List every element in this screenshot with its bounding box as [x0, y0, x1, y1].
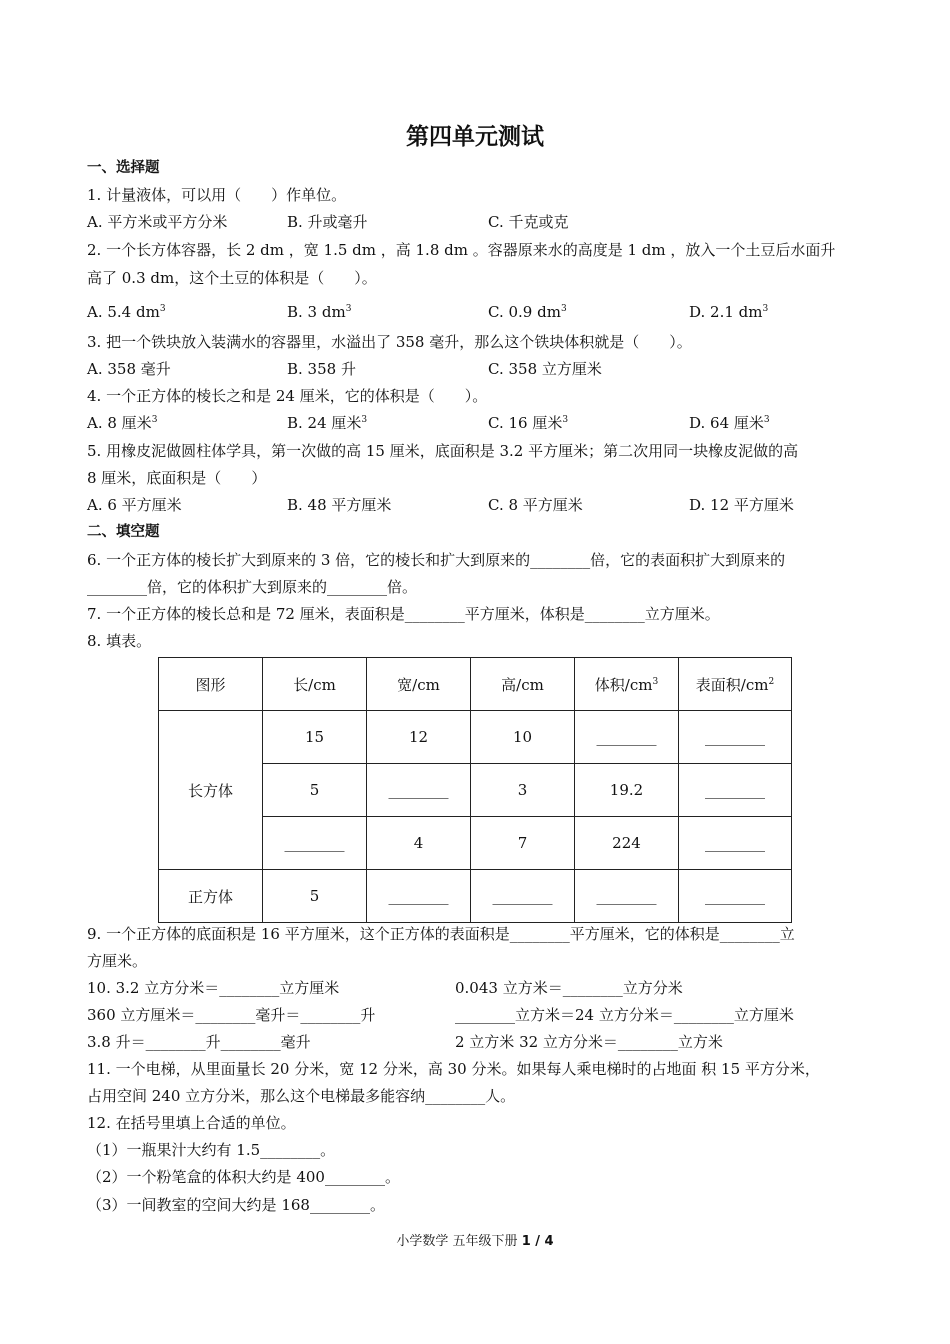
table-cell: ________: [367, 870, 471, 923]
q2-option-b: B. 3 $dm^3$: [287, 303, 352, 321]
q3-option-c: C. 358 立方厘米: [488, 360, 602, 378]
header-width: 宽/cm: [367, 658, 471, 711]
table-cell: 19.2: [575, 764, 679, 817]
q3-stem: 3. 把一个铁块放入装满水的容器里，水溢出了 358 毫升，那么这个铁块体积就是（ ）。: [87, 333, 692, 351]
q6-line1: 6. 一个正方体的棱长扩大到原来的 3 倍，它的棱长和扩大到原来的________倍，它的表面积扩大到原来的: [87, 551, 786, 569]
q5-stem-line2: 8 厘米，底面积是（ ）: [87, 469, 267, 487]
header-length: 长/cm: [263, 658, 367, 711]
q10-item-2b: ________立方米＝24 立方分米＝________立方厘米: [455, 1006, 794, 1024]
cube-label: 正方体: [159, 870, 263, 923]
q2-stem-line1: 2. 一个长方体容器，长 2 dm ，宽 1.5 dm ，高 1.8 dm 。容器原来水的高度是 1 dm ，放入一个土豆后水面升: [87, 241, 836, 259]
q2-option-a: A. 5.4 $dm^3$: [87, 303, 166, 321]
table-cell: ________: [263, 817, 367, 870]
q5-option-a: A. 6 平方厘米: [87, 496, 182, 514]
cuboid-label: 长方体: [159, 711, 263, 870]
q4-option-c: C. 16 厘米$^3$: [488, 414, 569, 432]
page-footer: [0, 1230, 950, 1249]
q2-stem-line2: 高了 0.3 dm，这个土豆的体积是（ ）。: [87, 269, 377, 287]
q10-item-2a: 360 立方厘米＝________毫升＝________升: [87, 1006, 376, 1024]
table-cell: ________: [575, 870, 679, 923]
footer-text: 小学数学 五年级下册: [396, 1234, 522, 1249]
table-row: [159, 870, 792, 923]
q4-option-b: B. 24 厘米$^3$: [287, 414, 368, 432]
table-row: [159, 711, 792, 764]
page-title: 第四单元测试: [406, 124, 544, 150]
q12-stem: 12. 在括号里填上合适的单位。: [87, 1114, 296, 1132]
header-shape: 图形: [159, 658, 263, 711]
q8-table: [158, 657, 792, 923]
q5-option-d: D. 12 平方厘米: [689, 496, 794, 514]
q10-item-1b: 0.043 立方米＝________立方分米: [455, 979, 683, 997]
table-cell: 15: [263, 711, 367, 764]
table-cell: 7: [471, 817, 575, 870]
q8-stem: 8. 填表。: [87, 632, 152, 650]
q7-text: 7. 一个正方体的棱长总和是 72 厘米，表面积是________平方厘米，体积是________立方厘米。: [87, 605, 720, 623]
q3-option-a: A. 358 毫升: [87, 360, 171, 378]
q5-option-c: C. 8 平方厘米: [488, 496, 583, 514]
q6-line2: ________倍，它的体积扩大到原来的________倍。: [87, 578, 418, 596]
q4-stem: 4. 一个正方体的棱长之和是 24 厘米，它的体积是（ ）。: [87, 387, 488, 405]
table-cell: 12: [367, 711, 471, 764]
q4-option-a: A. 8 厘米$^3$: [87, 414, 158, 432]
header-volume: 体积$/cm^3$: [575, 658, 679, 711]
table-cell: ________: [679, 764, 792, 817]
table-cell: ________: [679, 817, 792, 870]
header-surface-area: 表面积$/cm^2$: [679, 658, 792, 711]
q1-option-a: A. 平方米或平方分米: [87, 213, 228, 231]
q5-option-b: B. 48 平方厘米: [287, 496, 392, 514]
q11-line2: 占用空间 240 立方分米，那么这个电梯最多能容纳________人。: [87, 1087, 516, 1105]
q11-line1: 11. 一个电梯，从里面量长 20 分米，宽 12 分米，高 30 分米。如果每人乘电梯时的占地面 积 15 平方分米，: [87, 1060, 820, 1078]
table-cell: ________: [679, 870, 792, 923]
q3-option-b: B. 358 升: [287, 360, 356, 378]
table-cell: ________: [679, 711, 792, 764]
q10-item-1a: 10. 3.2 立方分米＝________立方厘米: [87, 979, 340, 997]
q10-item-3a: 3.8 升＝________升________毫升: [87, 1033, 311, 1051]
q10-item-3b: 2 立方米 32 立方分米＝________立方米: [455, 1033, 723, 1051]
table-cell: 10: [471, 711, 575, 764]
section-fill-in: 二、填空题: [87, 524, 160, 540]
page-number: 1 / 4: [521, 1234, 554, 1249]
q12-part-1: （1）一瓶果汁大约有 1.5________。: [87, 1141, 336, 1159]
q9-line2: 方厘米。: [87, 952, 148, 970]
q12-part-3: （3）一间教室的空间大约是 168________。: [87, 1196, 385, 1214]
section-choice: 一、选择题: [87, 160, 160, 176]
q1-option-c: C. 千克或克: [488, 213, 569, 231]
table-cell: 4: [367, 817, 471, 870]
table-cell: ________: [575, 711, 679, 764]
table-cell: 224: [575, 817, 679, 870]
table-header-row: [159, 658, 792, 711]
q2-option-c: C. 0.9 $dm^3$: [488, 303, 567, 321]
table-cell: 5: [263, 764, 367, 817]
table-cell: ________: [367, 764, 471, 817]
q4-option-d: D. 64 厘米$^3$: [689, 414, 770, 432]
table-cell: ________: [471, 870, 575, 923]
q5-stem-line1: 5. 用橡皮泥做圆柱体学具，第一次做的高 15 厘米，底面积是 3.2 平方厘米；第二次用同一块橡皮泥做的高: [87, 442, 799, 460]
header-height: 高/cm: [471, 658, 575, 711]
q12-part-2: （2）一个粉笔盒的体积大约是 400________。: [87, 1168, 400, 1186]
q1-stem: 1. 计量液体，可以用（ ）作单位。: [87, 186, 347, 204]
q2-option-d: D. 2.1 $dm^3$: [689, 303, 769, 321]
table-cell: 5: [263, 870, 367, 923]
q1-option-b: B. 升或毫升: [287, 213, 368, 231]
table-cell: 3: [471, 764, 575, 817]
q9-line1: 9. 一个正方体的底面积是 16 平方厘米，这个正方体的表面积是________平方厘米，它的体积是________立: [87, 925, 795, 943]
